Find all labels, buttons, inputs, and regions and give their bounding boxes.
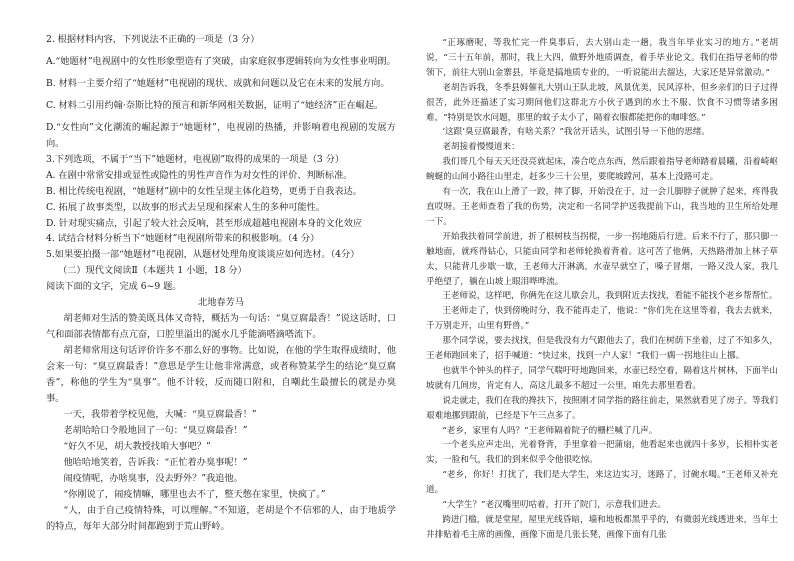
paragraph: ‘这跟’臭豆腐最香，有啥关系？”我岔开话头，试图引导一下他的思绪。 bbox=[442, 127, 710, 138]
paragraph: 老胡告诉我，冬季县姆催礼大别山王队北坡，风景优美，民风淳朴，但乡亲们的日子过得很苦，此外还描述了实习期间他们这群北方小伙子遇到的水土不服、饮食不习惯等诸多困难，“特别是饮水问题，那里的蚊子太小了，隔着衣服都能把你的咖啡悠。” bbox=[426, 82, 778, 123]
paragraph: 他哈哈地笑着，告诉我：“正忙着办臭事呢！” bbox=[63, 456, 248, 468]
option-3b: B. 相比传统电视剧，“她题材”剧中的女性呈现主体化趋势，更勇于自我表达。 bbox=[46, 185, 362, 197]
paragraph: “老乡，你好！打扰了，我们是大学生，来这边实习，迷路了，讨碗水喝。”王老师又补充道。 bbox=[426, 470, 778, 496]
paragraph: 有一次，我在山上滑了一跤，摔了脚，开始没在于，过一会儿脚脖子就肿了起来，疼得我直哎呀。王老师查看了我的伤势，决定和一名同学护送我提前下山，我当地的卫生所给处理一下。 bbox=[426, 187, 778, 227]
right-column bbox=[426, 36, 778, 543]
section-heading: （二）现代文阅读Ⅱ（本题共 1 小题，18 分） bbox=[58, 265, 247, 277]
paragraph: 一个老头应声走出，光着脊背，手里拿着一把蒲扇，他看起来也就四十多岁，长相朴实老实，一脸和气，我们的到来似乎令他很吃惊。 bbox=[426, 440, 778, 466]
paragraph: “大学生？”老汉嘴里叨咕着，打开了院门，示意我们进去。 bbox=[442, 500, 666, 511]
paragraph: 王老师说，这样吧，你俩先在这儿歇会儿，我到附近去找找，看能不能找个老乡帮帮忙。 bbox=[442, 291, 778, 302]
paragraph: 开始我扶着同学前进，折了根树枝当拐棍，一步一拐地随后行进。后来不行了，那只脚一触地面，就疼得钻心，只能由同学和老师轮换着背着。这可苦了他俩，天热路滑加上林子草太，只能背几步歇一歇，王老师大汗淋漓，水壶早就空了，嗓子冒烟，一路又没人家，我几乎绝望了，躺在山坡上眼泪哗哗流。 bbox=[426, 231, 778, 287]
option-3c: C. 拓展了故事类型，以故事的形式去呈现和探索人生的多种可能性。 bbox=[46, 201, 325, 213]
question-5: 5.如果要拍摄一部“她题材”电视剧，从题材处理角度谈谈应如何选材。（4分） bbox=[46, 249, 360, 261]
paragraph: 我们哥几个每天天还没亮就起床，凑合吃点东西，然后跟着指导老师踏着晨曦，沿着崎岖蜿蜒的山间小路往山里走，赶多少三十公里，要爬坡蹚河，基本上没路可走。 bbox=[426, 157, 778, 183]
paragraph: 王老师走了，快到傍晚时分，我不能再走了，他说：“你们先在这里等着，我去去就来，千万别走开，山里有野兽。” bbox=[426, 306, 778, 332]
option-3d: D. 针对现实痛点，引起了较大社会反响，甚至形成超越电视剧本身的文化效应 bbox=[46, 217, 363, 229]
instructions: 阅读下面的文字，完成 6~9 题。 bbox=[46, 281, 182, 293]
option-3a: A. 在剧中常常安排或显性或隐性的男性声音作为对女性的评价、判断标准。 bbox=[46, 169, 353, 181]
question-4: 4. 试结合材料分析当下“她题材”电视剧所带来的积极影响。（4 分） bbox=[46, 233, 320, 245]
option-2b: B. 材料一主要介绍了“她题材”电视剧的现状、成就和问题以及它在未来的发展方向。 bbox=[46, 77, 390, 89]
paragraph: 胡老师常用这句话评价许多不那么好的事物。比如说，在他的学生取得成绩时，他会来一句：“臭豆腐最香！”意思是学生让他非常满意，或者称赞某学生的结论“臭豆腐香”，称他的学生为“臭事”。他不计较，反而随口附和，自嘲此生最擅长的就是办臭事。 bbox=[46, 345, 396, 405]
paragraph: 那个同学说，要去找找，但是我没有力气跟他去了，我们在树荫下坐着，过了不知多久，王老师跑回来了，招手喊道：“快过来，找到一户人家！”我们一瘸一拐地往山上挪。 bbox=[426, 336, 778, 362]
paragraph: “正琢磨呢，等我忙完一件臭事后，去大别山走一趟，我当年毕业实习的地方。”老胡说，“三十五年前，那时，我上大四，做野外地质调查，着手毕业论文。我们在指导老师的带领下，前往大别山金寨县，毕竟是搞地质专业的，一听说能出去溜达，大家还是异常激动。” bbox=[426, 38, 778, 78]
article-title: 北地春芳马 bbox=[198, 297, 244, 309]
paragraph: 老胡哈哈口令般地回了一句：“臭豆腐最香！” bbox=[63, 424, 248, 436]
paragraph: 胡老师对生活的赞美既具体又奇特，概括为一句话：“臭豆腐最香！”说这话时，口气和面部表情都有点亢奋，口腔里溢出的涎水几乎能滴嗒滴嗒流下。 bbox=[46, 313, 396, 341]
paragraph: “人，由于自己疫情特殊，可以理解。”不知道，老胡是个不信邪的人，由于地质学的特点，每年大部分时间都跑到于荒山野岭。 bbox=[46, 504, 396, 532]
option-2a: A.“她题材”电视剧中的女性形象塑造有了突破，由家庭叙事逻辑转向为女性事业明朗。 bbox=[46, 55, 396, 67]
option-2d: D.“女性向”文化潮流的崛起源于“她题材”，电视剧的热播，并影响着电视剧的发展方向。 bbox=[46, 121, 396, 149]
question-3: 3.下列选项，不属于“当下”她题材，电视剧”取得的成果的一项是（3 分） bbox=[46, 153, 345, 165]
paragraph: 闹疫情呢，办啥臭事，没去野外？”我追他。 bbox=[63, 472, 243, 484]
paragraph: 一天，我带着学校见他，大喊：“臭豆腐最香！” bbox=[63, 408, 257, 420]
option-2c: C. 材料二引用约翰·奈斯比特的预言和新华网相关数据，证明了“她经济”正在崛起。 bbox=[46, 99, 384, 111]
paragraph: “你刚说了，闹疫情嘛，哪里也去不了，整天憋在家里，快疯了。” bbox=[63, 488, 326, 500]
question-2: 2. 根据材料内容，下列说法不正确的一项是（3 分） bbox=[46, 34, 260, 45]
paragraph: 跨进门槛，就是堂屋，屋里光线昏暗，墙和地板都黑乎乎的，有微弱光线透进来，当年土井排贴着毛主席的画像，画像下面是几张长凳，画像下面有几张 bbox=[426, 515, 778, 540]
paragraph: 老胡接着慢慢道来： bbox=[442, 142, 520, 153]
paragraph: “老乡，家里有人吗？”王老师隔着院子的栅栏喊了几声。 bbox=[442, 425, 658, 436]
paragraph: 也就半个钟头的样子，同学气喘吁吁地跑回来，水壶已经空着，隔着这片树林，下面半山坡就有几间房，肯定有人，高这儿最多不超过一公里，咱先去那里看看。 bbox=[426, 365, 778, 391]
paragraph: 说走就走，我们在我的搀扶下，按照刚才同学指的路往前走，果然就看见了房子。等我们艰难地挪到跟前，已经是下午三点多了。 bbox=[426, 395, 778, 421]
paragraph: “好久不见，胡大教授找咱大事吧？” bbox=[63, 440, 211, 452]
left-column bbox=[46, 32, 396, 535]
